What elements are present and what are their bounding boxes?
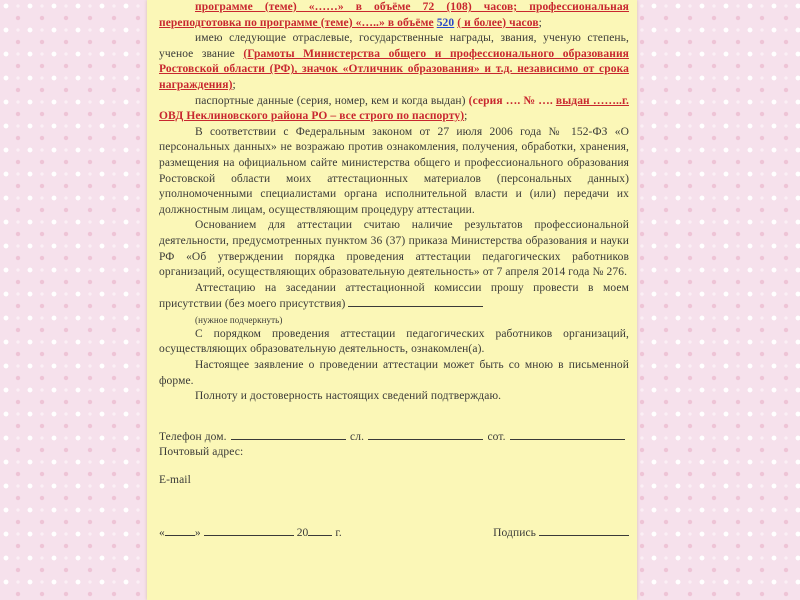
paragraph-procedure: С порядком проведения аттестации педагогических работников организаций, осуществляющих образовательную деятельность, ознакомлен(а). <box>159 327 629 356</box>
phone-home-label: Телефон дом. <box>159 430 227 443</box>
signature-blank[interactable] <box>539 525 629 536</box>
passport-highlight-1: (серия …. № …. <box>468 94 553 107</box>
paragraph-basis: Основанием для аттестации считаю наличие результатов профессиональной деятельности, предусмотренных пунктом 36 (37) приказа Министерства образования и науки РФ «Об утверждении порядка проведения аттестации педагогических работников организаций, осуществляющих образовательную деятельность» от 7 апреля 2014 года № 276. <box>159 219 629 279</box>
phone-line <box>159 429 629 446</box>
date-mid: » <box>194 526 201 539</box>
presence-blank[interactable] <box>348 296 483 307</box>
awards-end: ; <box>232 78 236 91</box>
paragraph-law: В соответствии с Федеральным законом от 27 июля 2006 года № 152-ФЗ «О персональных данных» не возражаю против ознакомления, получения, обработки, хранения, размещения на официальном сайте министерства общего и профессионального образования Ростовской области моих аттестационных материалов (персональных данных) уполномоченными специалистами органа исполнительной власти и (или) передачи их должностным лицам, осуществляющим процедуру аттестации. <box>159 125 629 216</box>
address-label: Почтовый адрес: <box>159 446 244 459</box>
signature-row <box>159 525 629 542</box>
phone-mobile-label: сот. <box>487 430 506 443</box>
passport-end: ; <box>464 110 468 123</box>
phone-work-field[interactable] <box>368 429 483 440</box>
paragraph-courses <box>159 0 629 31</box>
email-line <box>159 473 629 489</box>
paragraph-awards <box>159 31 629 93</box>
awards-highlight: (Грамоты Министерства общего и профессионального образования Ростовской области (РФ), значок «Отличник образования» и т.д. независимо от срока награждения) <box>159 47 629 91</box>
awards-text: имею следующие отраслевые, государственные награды, звания, ученую степень, ученое звание <box>159 32 629 60</box>
paragraph-notify: Настоящее заявление о проведении аттестации может быть со мною в письменной форме. <box>159 359 629 387</box>
year-blank[interactable] <box>308 525 332 536</box>
signature-label: Подпись <box>493 526 537 539</box>
passport-highlight-2: выдан ……..г. ОВД Неклиновского района РО – все строго по паспорту) <box>159 94 629 123</box>
date-field <box>159 525 342 542</box>
year-suffix: г. <box>335 526 342 539</box>
day-blank[interactable] <box>165 525 195 536</box>
presence-text: Аттестацию на заседании аттестационной комиссии прошу провести в моем присутствии (без моего присутствия) <box>159 281 629 311</box>
date-open: « <box>159 526 165 539</box>
document-page <box>147 0 637 600</box>
application-text <box>159 0 629 541</box>
courses-end: ; <box>538 16 542 29</box>
paragraph-passport <box>159 94 629 125</box>
month-blank[interactable] <box>204 525 294 536</box>
phone-work-label: сл. <box>350 430 365 443</box>
courses-text: программе (теме) «……» в объёме 72 (108) часов; профессиональная переподготовка по программе (теме) «…..» в объёме <box>159 1 629 29</box>
year-prefix: 20 <box>296 526 309 539</box>
hours-suffix: ( и более) часов <box>457 16 539 29</box>
note-underline: (нужное подчеркнуть) <box>195 314 283 325</box>
address-line <box>159 445 629 461</box>
passport-text: паспортные данные (серия, номер, кем и когда выдан) <box>195 94 466 107</box>
phone-home-field[interactable] <box>231 429 346 440</box>
paragraph-confirm: Полноту и достоверность настоящих сведений подтверждаю. <box>195 390 502 403</box>
signature-field <box>493 525 629 542</box>
hours-value: 520 <box>436 16 455 29</box>
paragraph-presence <box>159 281 629 313</box>
email-label: E-mail <box>159 474 191 487</box>
phone-mobile-field[interactable] <box>510 429 625 440</box>
